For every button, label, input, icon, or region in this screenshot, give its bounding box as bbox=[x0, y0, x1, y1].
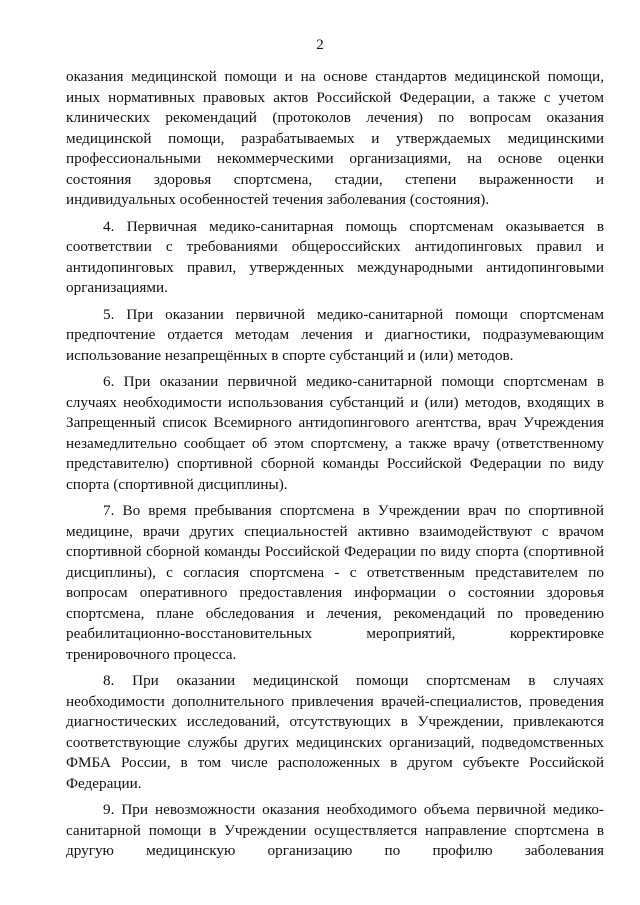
paragraph-item-5: 5. При оказании первичной медико-санитарной помощи спортсменам предпочтение отдается методам лечения и диагностики, подразумевающим использование незапрещённых в спорте субстанций и (или) методов. bbox=[66, 305, 604, 364]
paragraph-item-6: 6. При оказании первичной медико-санитарной помощи спортсменам в случаях необходимости использования субстанций и (или) методов, входящих в Запрещенный список Всемирного антидопингового агентства, врач Учреждения незамедлительно сообщает об этом спортсмену, а также врачу (ответственному представителю) спортивной сборной команды Российской Федерации по виду спорта (спортивной дисциплины). bbox=[66, 373, 604, 493]
paragraph-item-7: 7. Во время пребывания спортсмена в Учреждении врач по спортивной медицине, врачи других специальностей активно взаимодействуют с врачом спортивной сборной команды Российской Федерации по виду спорта (спортивной дисциплины), с согласия спортсмена - с ответственным представителем по вопросам оперативного предоставления информации о состоянии здоровья спортсмена, плане обследования и лечения, рекомендаций по проведению реабилитационно-восстановительных мероприятий, корректировке тренировочного процесса. bbox=[66, 502, 604, 663]
paragraph-item-4: 4. Первичная медико-санитарная помощь спортсменам оказывается в соответствии с требованиями общероссийских антидопинговых правил и антидопинговых правил, утвержденных международными антидопинговыми организациями. bbox=[66, 217, 604, 296]
paragraph-item-9: 9. При невозможности оказания необходимого объема первичной медико-санитарной помощи в Учреждении осуществляется направление спортсмена в другую медицинскую организацию по профилю заболевания bbox=[66, 801, 604, 859]
document-body bbox=[66, 67, 604, 868]
paragraph-item-8: 8. При оказании медицинской помощи спортсменам в случаях необходимости дополнительного привлечения врачей-специалистов, проведения диагностических исследований, отсутствующих в Учреждении, привлекаются соответствующие службы других медицинских организаций, подведомственных ФМБА России, в том числе расположенных в другом субъекте Российской Федерации. bbox=[66, 672, 604, 792]
paragraph-continuation: оказания медицинской помощи и на основе стандартов медицинской помощи, иных нормативных правовых актов Российской Федерации, а также с учетом клинических рекомендаций (протоколов лечения) по вопросам оказания медицинской помощи, разрабатываемых и утверждаемых медицинскими профессиональными некоммерческими организациями, на основе оценки состояния здоровья спортсмена, стадии, степени выраженности и индивидуальных особенностей течения заболевания (состояния). bbox=[66, 68, 604, 208]
page-number: 2 bbox=[316, 37, 324, 53]
